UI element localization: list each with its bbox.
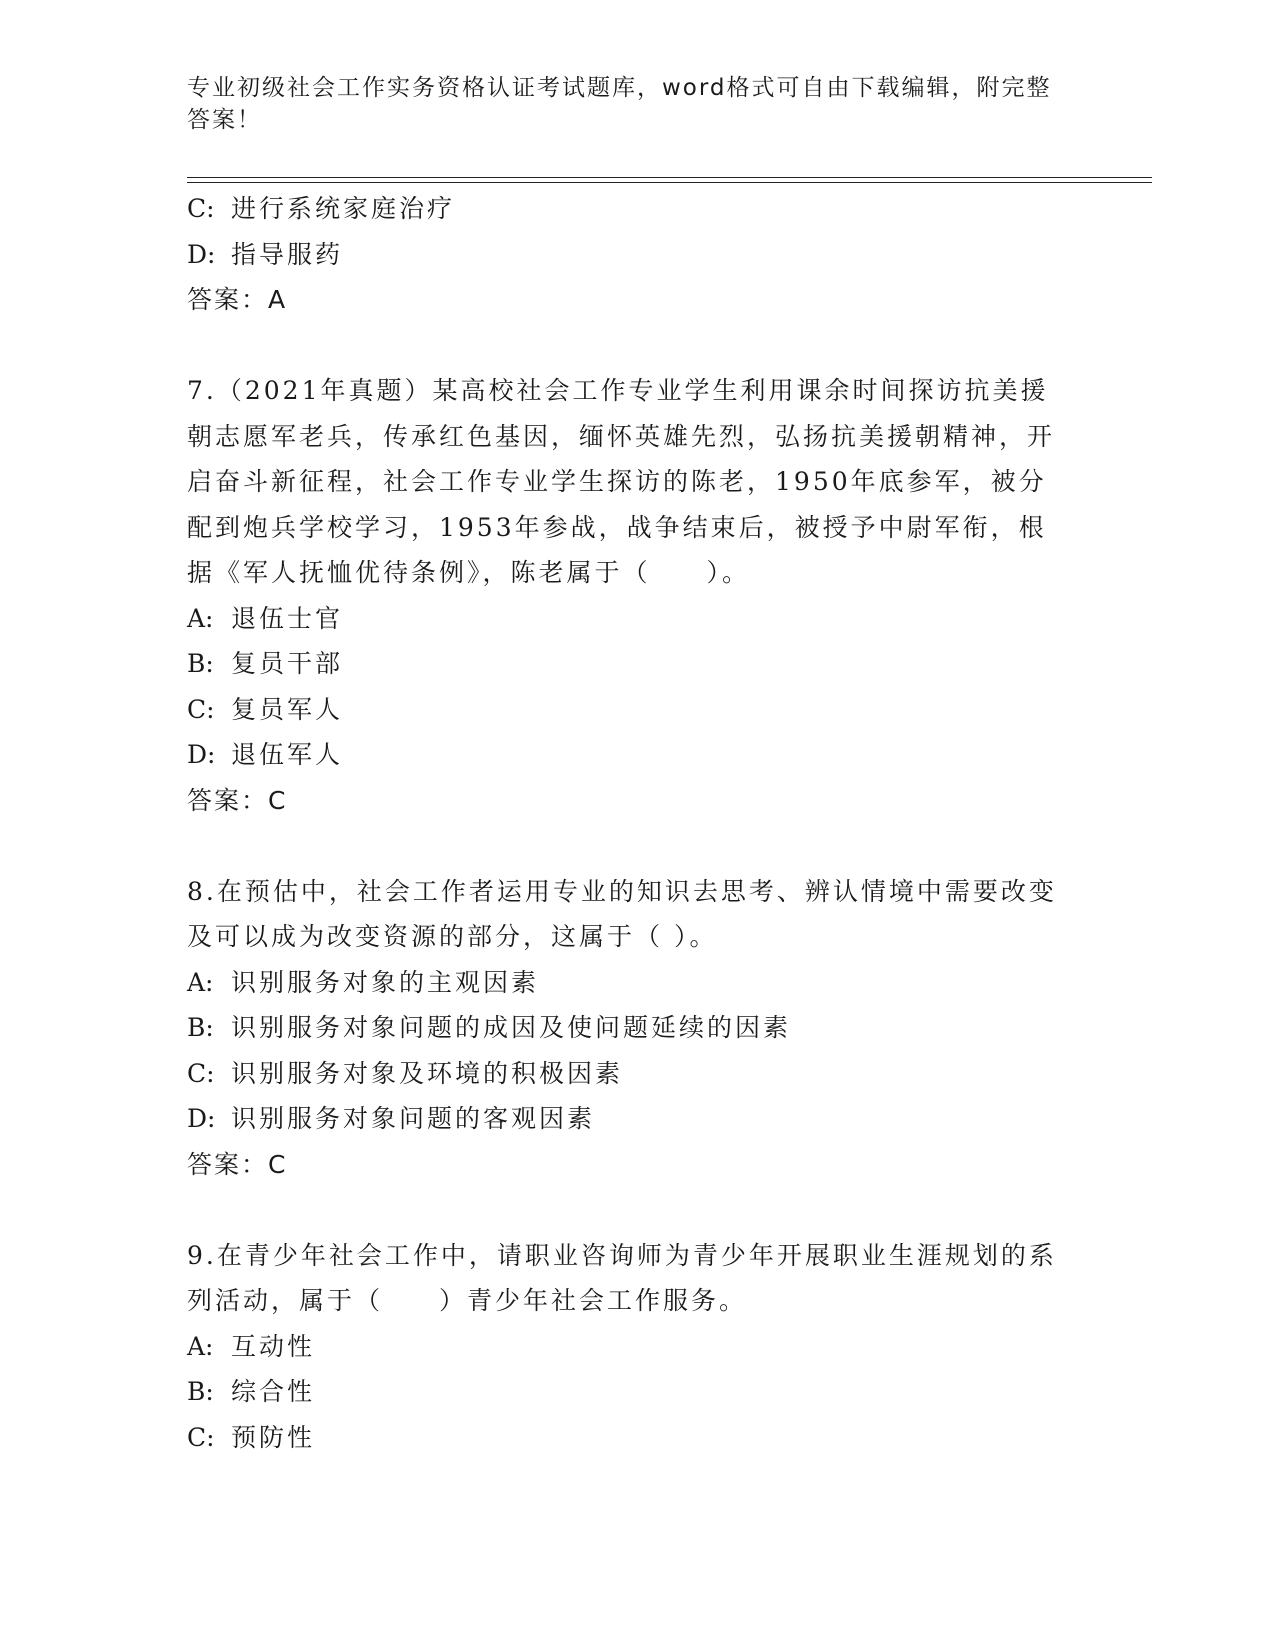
question-stem: 8.在预估中，社会工作者运用专业的知识去思考、辨认情境中需要改变及可以成为改变资源的部分，这属于（ ）。 bbox=[187, 876, 1057, 951]
option-line bbox=[187, 641, 1067, 687]
option-text: 识别服务对象的主观因素 bbox=[231, 967, 540, 997]
option-text: 退伍士官 bbox=[231, 603, 344, 633]
option-text: 进行系统家庭治疗 bbox=[231, 194, 456, 223]
option-key: B: bbox=[187, 1013, 214, 1042]
option-key: A: bbox=[187, 603, 214, 633]
option-key: C: bbox=[187, 1422, 215, 1452]
option-line bbox=[187, 960, 1067, 1006]
option-key: A: bbox=[187, 967, 214, 997]
option-key: B: bbox=[187, 1377, 214, 1406]
question-stem: 9.在青少年社会工作中，请职业咨询师为青少年开展职业生涯规划的系列活动，属于（ ）青少年社会工作服务。 bbox=[187, 1240, 1057, 1315]
option-line bbox=[187, 232, 1067, 278]
option-key: C: bbox=[187, 1058, 215, 1088]
option-text: 复员干部 bbox=[231, 649, 344, 678]
option-key: C: bbox=[187, 194, 215, 223]
option-text: 复员军人 bbox=[231, 694, 344, 724]
spacer bbox=[187, 823, 1067, 869]
answer-line: 答案：A bbox=[187, 285, 288, 314]
page-header-text: 专业初级社会工作实务资格认证考试题库，word格式可自由下载编辑，附完整答案！ bbox=[187, 75, 1052, 133]
option-key: D: bbox=[187, 239, 216, 269]
header-rule-top bbox=[187, 177, 1152, 178]
option-text: 综合性 bbox=[231, 1377, 316, 1406]
option-key: A: bbox=[187, 1331, 214, 1361]
option-key: D: bbox=[187, 1104, 216, 1133]
option-line bbox=[187, 1415, 1067, 1461]
header-rule-bottom bbox=[187, 182, 1152, 183]
option-key: D: bbox=[187, 740, 216, 769]
answer-line: 答案：C bbox=[187, 1149, 288, 1179]
option-line bbox=[187, 186, 1067, 232]
option-text: 预防性 bbox=[231, 1422, 316, 1452]
spacer bbox=[187, 323, 1067, 369]
option-key: B: bbox=[187, 649, 214, 678]
option-line bbox=[187, 732, 1067, 778]
option-text: 指导服药 bbox=[231, 239, 344, 269]
question-stem: 7.（2021年真题）某高校社会工作专业学生利用课余时间探访抗美援朝志愿军老兵，传承红色基因，缅怀英雄先烈，弘扬抗美援朝精神，开启奋斗新征程，社会工作专业学生探访的陈老，1950年底参军，被分配到炮兵学校学习，1953年参战，战争结束后，被授予中尉军衔，根据《军人抚恤优待条例》，陈老属于（ ）。 bbox=[187, 376, 1056, 587]
answer-line: 答案：C bbox=[187, 785, 288, 815]
option-text: 互动性 bbox=[231, 1331, 316, 1361]
option-text: 识别服务对象及环境的积极因素 bbox=[231, 1058, 624, 1088]
option-text: 识别服务对象问题的客观因素 bbox=[231, 1104, 596, 1133]
option-line bbox=[187, 1369, 1067, 1415]
option-line bbox=[187, 1324, 1067, 1370]
option-line bbox=[187, 1005, 1067, 1051]
option-line bbox=[187, 596, 1067, 642]
document-content bbox=[187, 186, 1067, 1460]
option-text: 识别服务对象问题的成因及使问题延续的因素 bbox=[231, 1013, 792, 1042]
spacer bbox=[187, 1187, 1067, 1233]
option-text: 退伍军人 bbox=[231, 740, 344, 769]
option-line bbox=[187, 687, 1067, 733]
option-key: C: bbox=[187, 694, 215, 724]
option-line bbox=[187, 1051, 1067, 1097]
option-line bbox=[187, 1096, 1067, 1142]
